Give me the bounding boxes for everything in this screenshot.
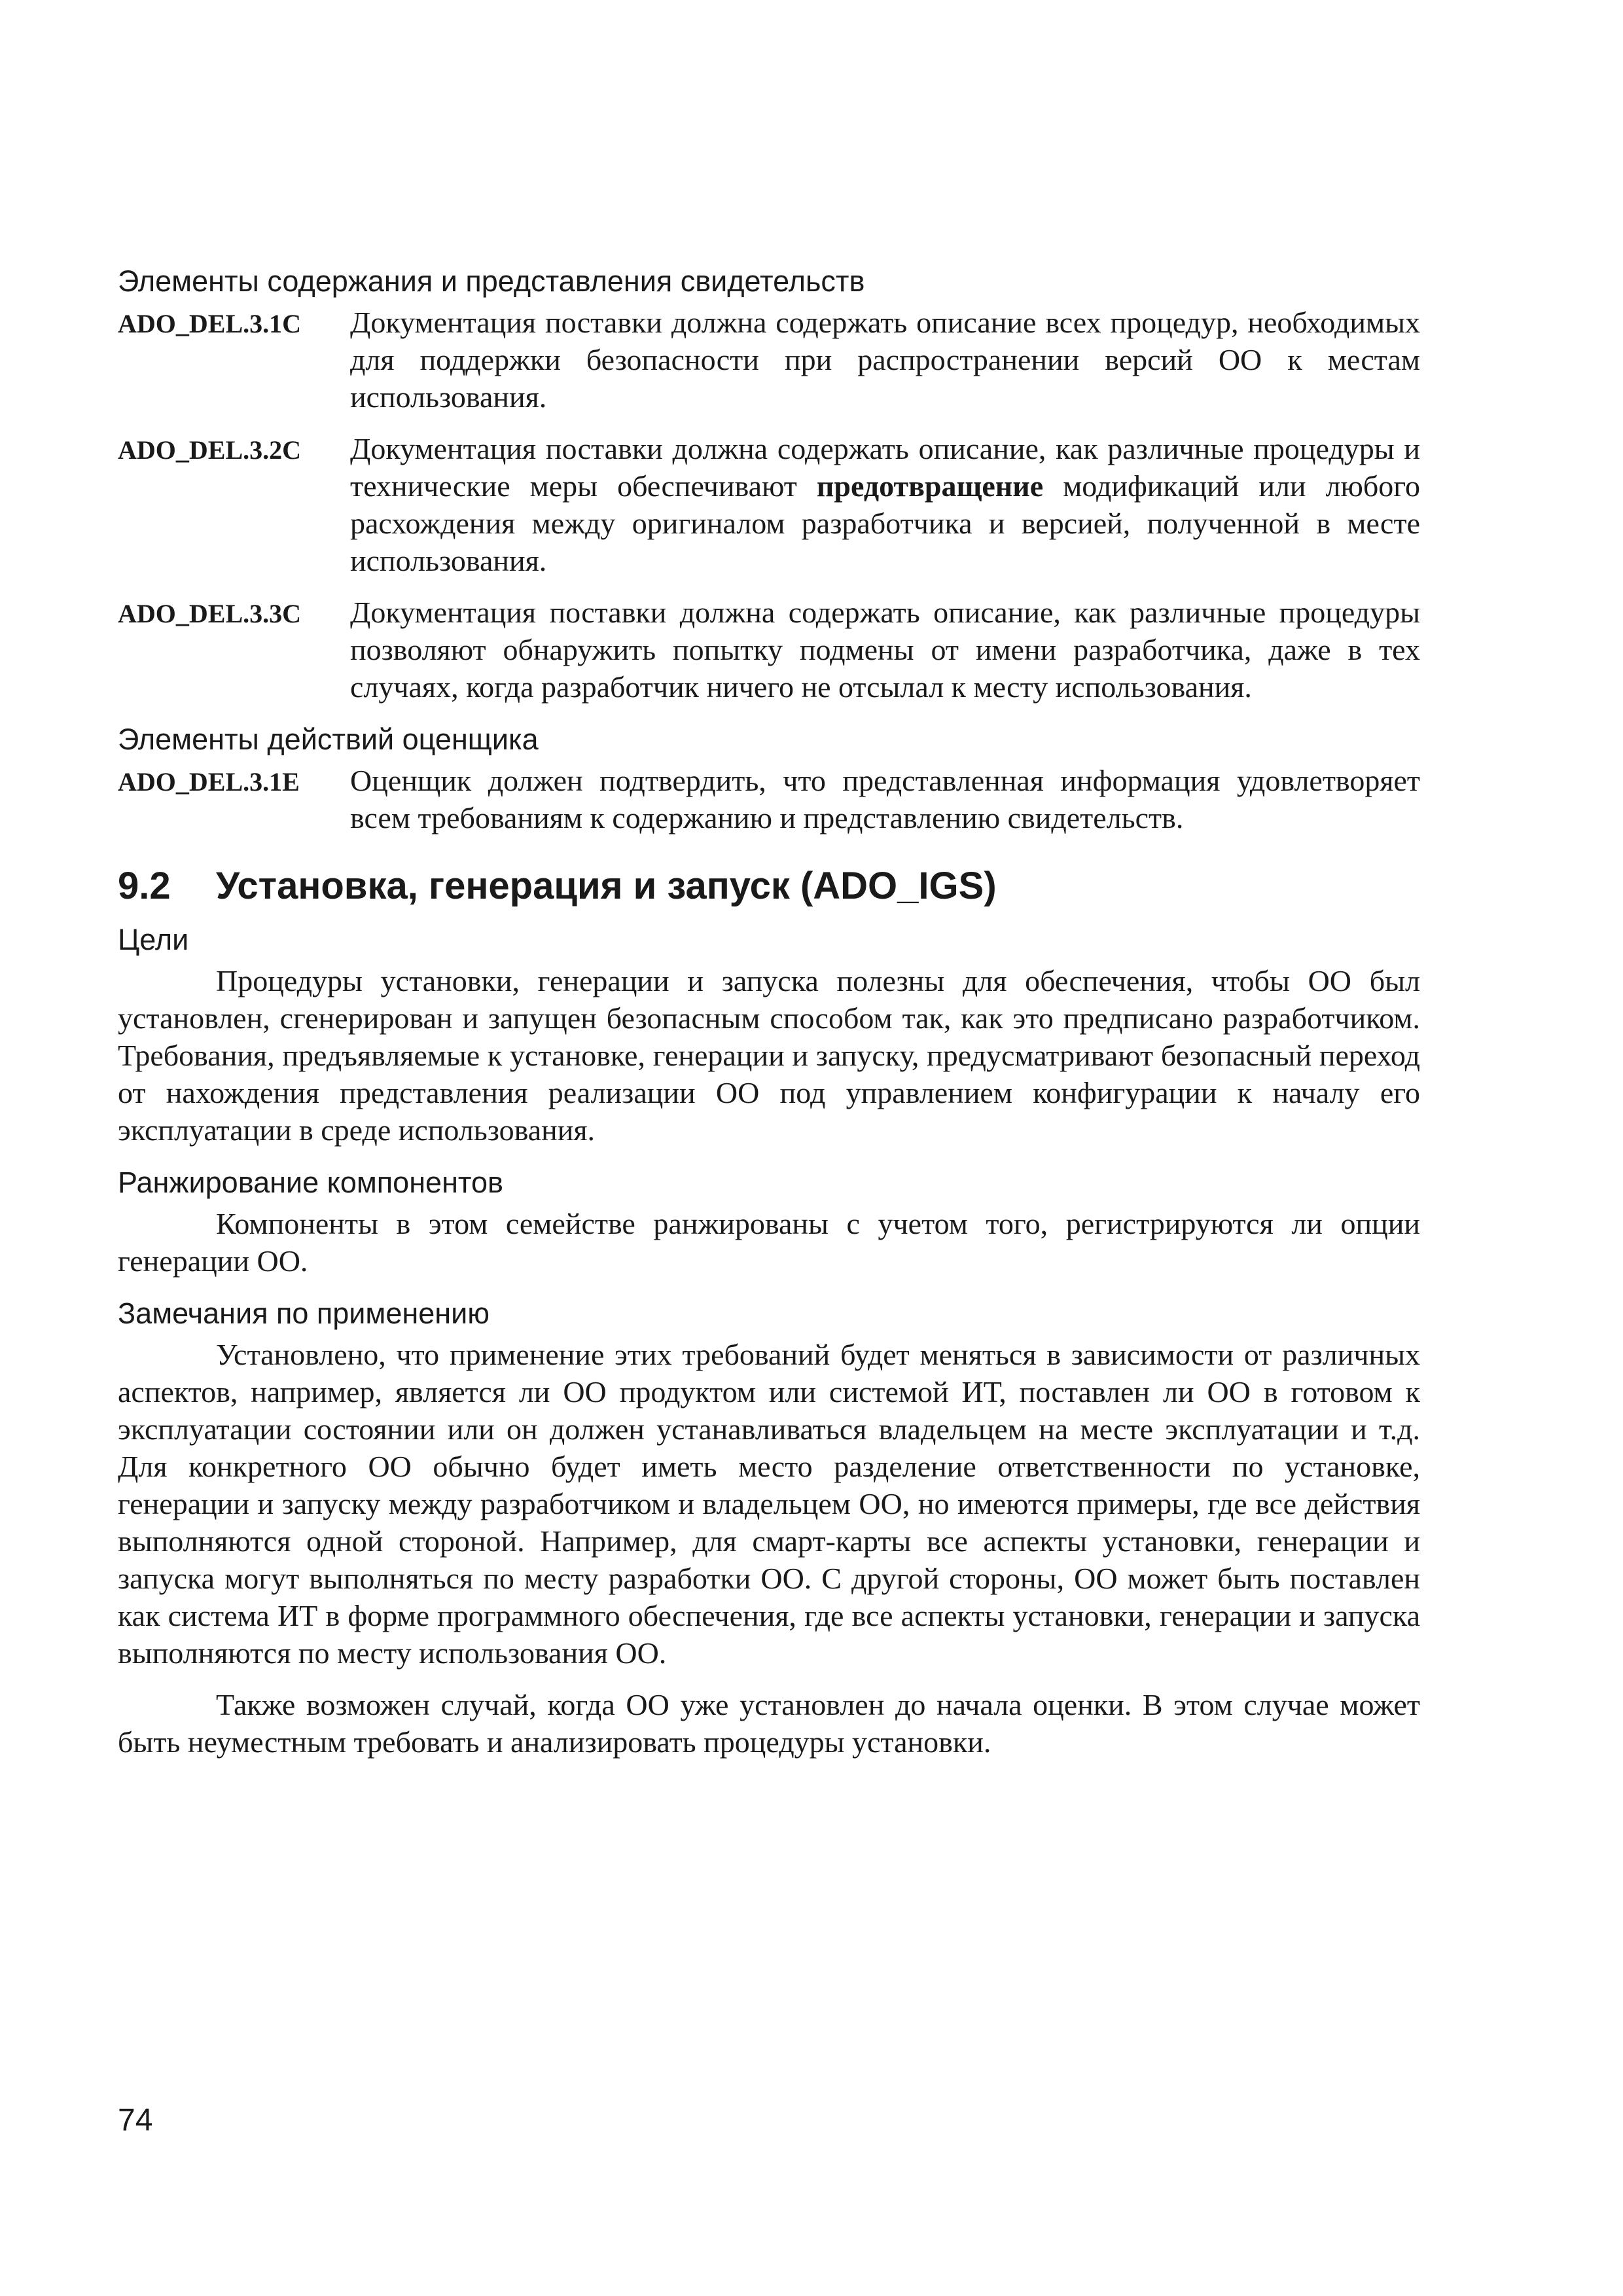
notes-paragraph: Установлено, что применение этих требований будет меняться в зависимости от различных аспектов, например, является ли ОО продуктом или системой ИТ, поставлен ли ОО в готовом к эксплуатации состоянии или он должен устанавливаться владельцем на месте эксплуатации и т.д. Для конкретного ОО обычно будет иметь место разделение ответственности по установке, генерации и запуску между разработчиком и владельцем ОО, но имеются примеры, где все действия выполняются одной стороной. Например, для смарт-карты все аспекты установки, генерации и запуска могут выполняться по месту разработки ОО. С другой стороны, ОО может быть поставлен как система ИТ в форме программного обеспечения, где все аспекты установки, генерации и запуска выполняются по месту использования ОО. <box>118 1338 1420 1670</box>
requirement-item <box>118 594 1420 706</box>
goals-heading: Цели <box>118 923 189 956</box>
requirement-text: Оценщик должен подтвердить, что представленная информация удовлетворяет всем требованиям к содержанию и представлению свидетельств. <box>350 764 1420 834</box>
requirement-id: ADO_DEL.3.1E <box>118 767 300 797</box>
requirement-text-end: модификаций или любого расхождения между оригиналом разработчика и версией, полученной в месте использования. <box>350 469 1420 577</box>
section-title <box>118 860 1420 912</box>
requirement-text: Документация поставки должна содержать описание всех процедур, необходимых для поддержки безопасности при распространении версий ОО к местам использования. <box>350 306 1420 414</box>
page-content <box>118 262 1420 1775</box>
requirement-id: ADO_DEL.3.2C <box>118 435 302 465</box>
requirement-id: ADO_DEL.3.3C <box>118 599 302 628</box>
evaluator-heading: Элементы действий оценщика <box>118 723 539 756</box>
requirement-item <box>118 304 1420 416</box>
evidence-heading: Элементы содержания и представления свидетельств <box>118 264 865 298</box>
section-number: 9.2 <box>118 865 171 907</box>
requirement-id: ADO_DEL.3.1C <box>118 309 302 338</box>
evaluator-requirement-item <box>118 762 1420 836</box>
requirement-text-emphasis: предотвращение <box>816 469 1044 503</box>
requirement-text: Документация поставки должна содержать описание, как различные процедуры позволяют обнаружить попытку подмены от имени разработчика, даже в тех случаях, когда разработчик ничего не отсылал к месту использования. <box>350 596 1420 704</box>
requirement-text-start: Документация поставки должна содержать описание, как различные процедуры и технические меры обеспечивают <box>350 432 1420 503</box>
requirement-item <box>118 430 1420 579</box>
requirement-text <box>350 430 1420 579</box>
section-title-text: Установка, генерация и запуск (ADO_IGS) <box>216 865 997 907</box>
goals-paragraph: Процедуры установки, генерации и запуска полезны для обеспечения, чтобы ОО был установлен, сгенерирован и запущен безопасным способом так, как это предписано разработчиком. Требования, предъявляемые к установке, генерации и запуску, предусматривают безопасный переход от нахождения представления реализации ОО под управлением конфигурации к началу его эксплуатации в среде использования. <box>118 964 1420 1147</box>
notes-paragraph: Также возможен случай, когда ОО уже установлен до начала оценки. В этом случае может быть неуместным требовать и анализировать процедуры установки. <box>118 1688 1420 1759</box>
ranking-heading: Ранжирование компонентов <box>118 1166 503 1199</box>
page-number: 74 <box>118 2103 153 2138</box>
notes-heading: Замечания по применению <box>118 1297 490 1330</box>
ranking-paragraph: Компоненты в этом семействе ранжированы с учетом того, регистрируются ли опции генерации ОО. <box>118 1207 1420 1278</box>
